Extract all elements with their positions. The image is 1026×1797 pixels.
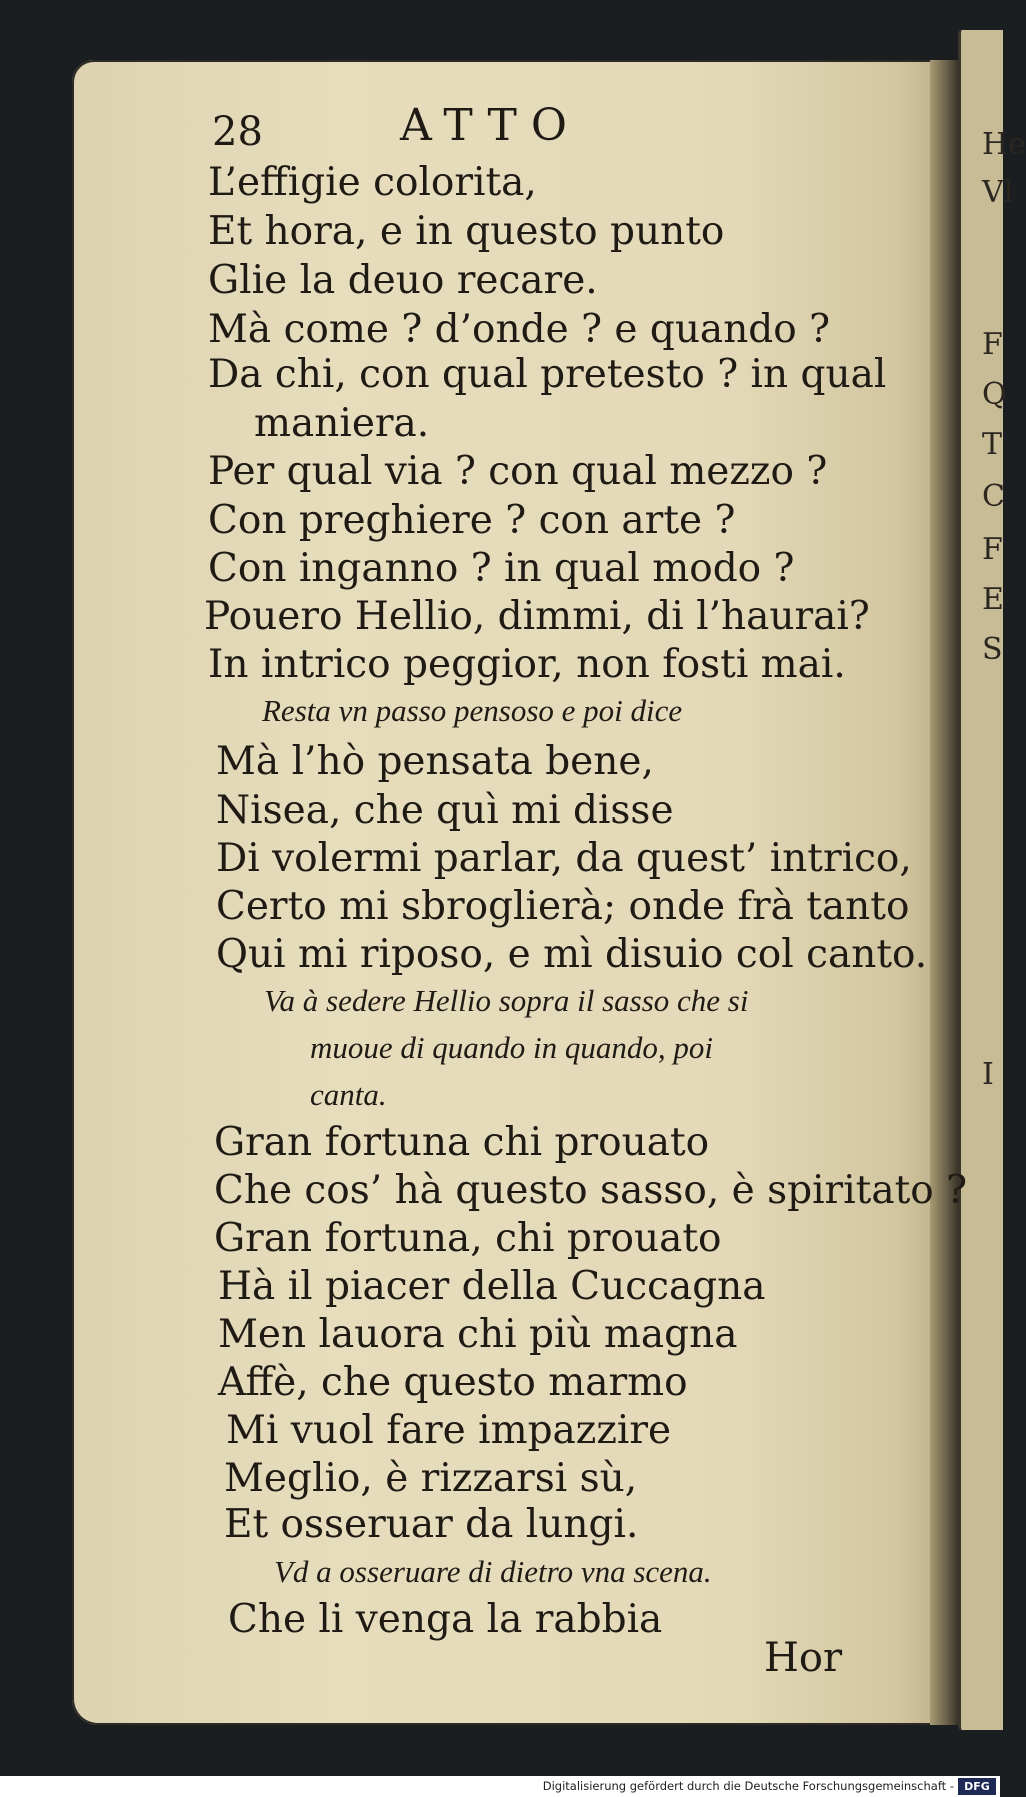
verse-line-continuation: maniera. xyxy=(254,401,430,446)
stage-direction: Resta vn passo pensoso e poi dice xyxy=(262,693,683,728)
verse-line: Hà il piacer della Cuccagna xyxy=(218,1264,766,1309)
facing-page-fragment: F xyxy=(982,532,1003,567)
stage-direction: Va à sedere Hellio sopra il sasso che si xyxy=(264,983,749,1018)
verse-line: Qui mi riposo, e mì disuio col canto. xyxy=(216,932,928,977)
verse-line: L’effigie colorita, xyxy=(208,160,537,205)
facing-page-fragment: T xyxy=(982,427,1003,462)
verse-line: Certo mi sbroglierà; onde frà tanto xyxy=(216,884,910,929)
dfg-logo: DFG xyxy=(958,1778,996,1795)
catchword: Hor xyxy=(764,1635,843,1681)
facing-page-fragment: Q xyxy=(982,377,1007,412)
facing-page-fragment: Vl xyxy=(982,175,1014,210)
verse-line: Pouero Hellio, dimmi, di l’haurai? xyxy=(204,594,870,639)
digitization-footer xyxy=(0,1776,1000,1797)
verse-line: Per qual via ? con qual mezzo ? xyxy=(208,449,828,494)
verse-line: Et osseruar da lungi. xyxy=(224,1502,639,1547)
facing-page-fragment: S xyxy=(982,632,1003,667)
verse-line: Mi vuol fare impazzire xyxy=(226,1408,672,1453)
footer-credit: Digitalisierung gefördert durch die Deutsche Forschungsgemeinschaft - xyxy=(542,1779,954,1793)
stage-direction: muoue di quando in quando, poi xyxy=(310,1030,713,1065)
verse-line: Mà come ? d’onde ? e quando ? xyxy=(208,307,831,352)
facing-page-edge xyxy=(958,30,1003,1730)
verse-line: Mà l’hò pensata bene, xyxy=(216,739,654,784)
stage-direction: canta. xyxy=(310,1077,387,1112)
verse-line: Meglio, è rizzarsi sù, xyxy=(224,1456,638,1501)
verse-line: Affè, che questo marmo xyxy=(218,1360,688,1405)
verse-line: Men lauora chi più magna xyxy=(218,1312,738,1357)
verse-line: Da chi, con qual pretesto ? in qual xyxy=(208,352,887,397)
verse-line: Con inganno ? in qual modo ? xyxy=(208,546,795,591)
verse-line: In intrico peggior, non fosti mai. xyxy=(208,642,846,687)
facing-page-fragment: F xyxy=(982,327,1003,362)
verse-line: Che cos’ hà questo sasso, è spiritato ? xyxy=(214,1168,968,1213)
verse-line: Gran fortuna, chi prouato xyxy=(214,1216,722,1261)
running-header: ATTO xyxy=(400,100,581,151)
page-number: 28 xyxy=(212,109,263,155)
facing-page-fragment: C xyxy=(982,479,1005,514)
verse-line: Et hora, e in questo punto xyxy=(208,209,725,254)
verse-line: Che li venga la rabbia xyxy=(228,1597,663,1642)
verse-line: Di volermi parlar, da quest’ intrico, xyxy=(216,836,912,881)
facing-page-fragment: I xyxy=(982,1057,994,1092)
verse-line: Nisea, che quì mi disse xyxy=(216,788,674,833)
page-gutter xyxy=(930,60,958,1725)
verse-line: Con preghiere ? con arte ? xyxy=(208,498,736,543)
verse-line: Glie la deuo recare. xyxy=(208,258,598,303)
facing-page-fragment: E xyxy=(982,582,1004,617)
verse-line: Gran fortuna chi prouato xyxy=(214,1120,710,1165)
stage-direction: Vd a osseruare di dietro vna scena. xyxy=(274,1554,712,1589)
facing-page-fragment: He xyxy=(982,127,1026,162)
